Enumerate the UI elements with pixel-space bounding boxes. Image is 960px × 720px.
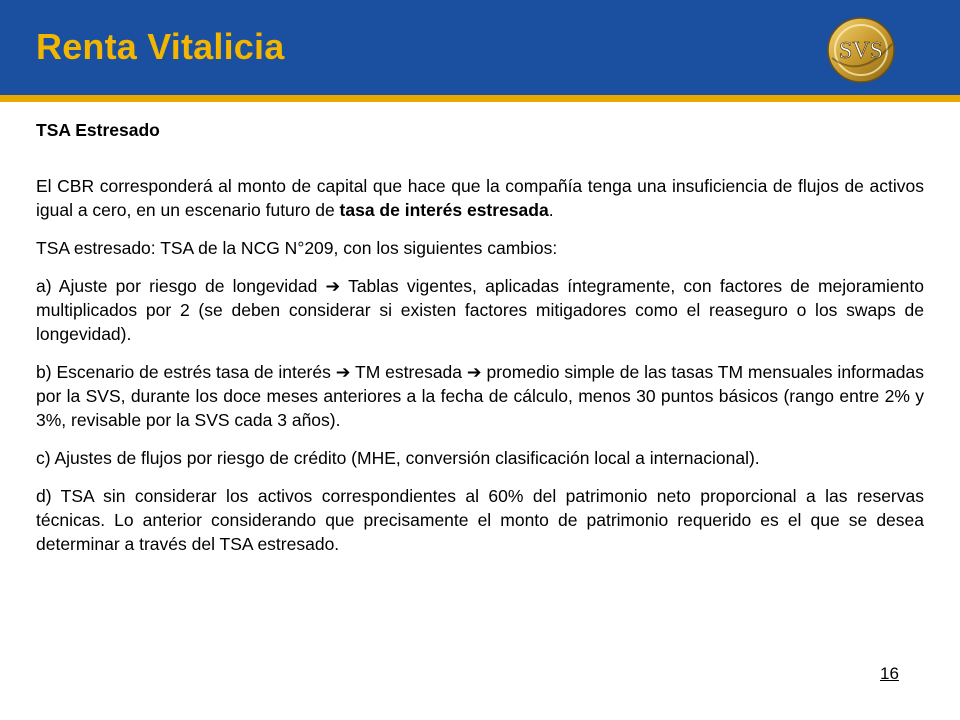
section-heading: TSA Estresado <box>36 120 160 140</box>
paragraph-tsa-changes: TSA estresado: TSA de la NCG N°209, con los siguientes cambios: <box>36 238 558 258</box>
slide-title: Renta Vitalicia <box>36 26 285 67</box>
right-arrow-icon: ➔ <box>466 362 482 382</box>
paragraph-cbr-text: El CBR corresponderá al monto de capital que hace que la compañía tenga una insuficiencia de flujos de activos igual a cero, en un escenario futuro de <box>36 176 924 220</box>
paragraph-item-b <box>36 360 924 432</box>
paragraph-item-a <box>36 274 924 346</box>
paragraph-cbr <box>36 174 924 222</box>
item-b-text: promedio simple de las tasas TM mensuales informadas por la SVS, durante los doce meses anteriores a la fecha de cálculo, menos 30 puntos básicos (rango entre 2% y 3%, revisable por la SVS cada 3 años). <box>36 362 925 430</box>
item-a-text: Tablas vigentes, aplicadas íntegramente, con factores de mejoramiento multiplicados por 2 (se deben considerar si existen factores mitigadores como el reaseguro o los swaps de longevidad). <box>36 276 924 344</box>
item-a-lead: a) Ajuste por riesgo de longevidad <box>36 276 318 296</box>
right-arrow-icon: ➔ <box>325 276 341 296</box>
header-accent-rule <box>0 95 960 102</box>
paragraph-item-d: d) TSA sin considerar los activos correspondientes al 60% del patrimonio neto proporcional a las reservas técnicas. Lo anterior considerando que precisamente el monto de patrimonio requerido es el que se desea determinar a través del TSA estresado. <box>36 486 924 554</box>
paragraph-item-c: c) Ajustes de flujos por riesgo de crédito (MHE, conversión clasificación local a internacional). <box>36 448 760 468</box>
item-b-mid: TM estresada <box>355 362 463 382</box>
slide-body <box>36 118 924 570</box>
item-b-lead: b) Escenario de estrés tasa de interés <box>36 362 331 382</box>
page-number: 16 <box>880 664 899 683</box>
logo-text: SVS <box>838 38 884 64</box>
svs-logo <box>822 14 900 86</box>
paragraph-cbr-bold: tasa de interés estresada <box>339 200 549 220</box>
right-arrow-icon: ➔ <box>335 362 351 382</box>
paragraph-cbr-end: . <box>548 200 554 220</box>
